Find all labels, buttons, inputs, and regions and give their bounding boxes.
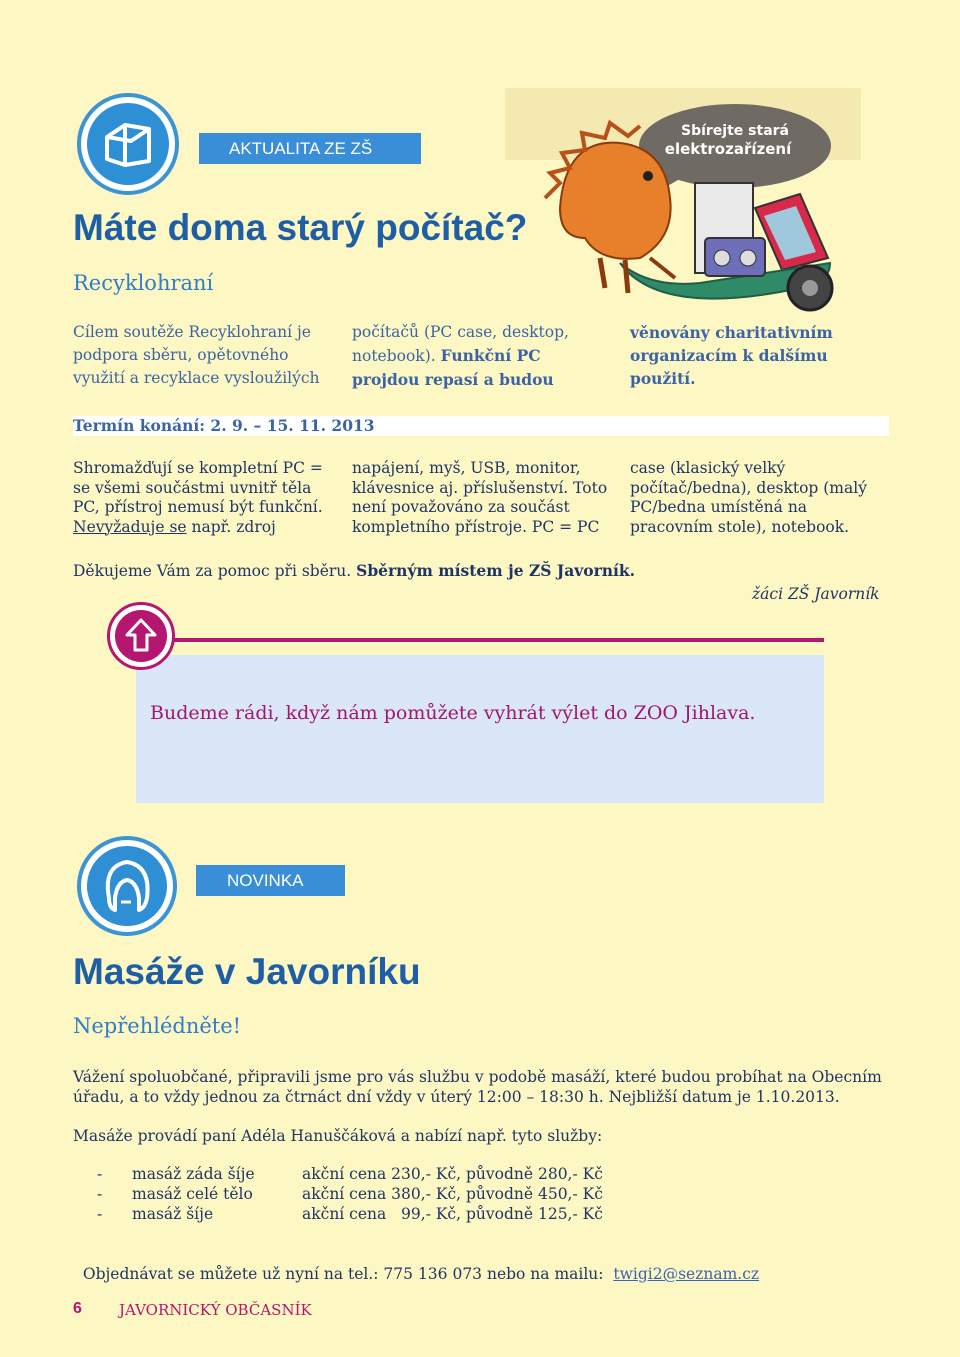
section1-col2: počítačů (PC case, desktop, notebook). Funkční PC projdou repasí a budou xyxy=(352,323,569,389)
email-link[interactable]: twigi2@seznam.cz xyxy=(613,1265,760,1283)
banner-text: Budeme rádi, když nám pomůžete vyhrát výlet do ZOO Jihlava. xyxy=(150,702,756,724)
list-item: - masáž celé tělo akční cena 380,- Kč, původně 450,- Kč xyxy=(97,1185,603,1203)
provider-line: Masáže provádí paní Adéla Hanuščáková a nabízí např. tyto služby: xyxy=(73,1127,603,1145)
section1-col1: Cílem soutěže Recyklohraní je podpora sběru, opětovného využití a recyklace vysloužilých xyxy=(73,323,320,387)
section1-col1b: Shromažďují se kompletní PC = se všemi součástmi uvnitř těla PC, přístroj nemusí být funkční. Nevyžaduje se např. zdroj xyxy=(73,459,323,536)
list-item: - masáž šíje akční cena 99,- Kč, původně 125,- Kč xyxy=(97,1205,603,1223)
section1-title: Máte doma starý počítač? xyxy=(73,207,528,248)
intro-paragraph: Vážení spoluobčané, připravili jsme pro vás službu v podobě masáží, které budou probíhat na Obecním úřadu, a to vždy jednou za čtrnáct dní vždy v úterý 12:00 – 18:30 h. Nejbližší datum je 1.10.2013. xyxy=(73,1068,882,1106)
section-label-novinka: NOVINKA xyxy=(196,865,345,896)
woman-icon xyxy=(77,836,177,936)
section2-title: Masáže v Javorníku xyxy=(73,951,421,992)
up-arrow-icon xyxy=(107,602,175,670)
zoo-banner xyxy=(136,655,824,803)
page-number: 6 xyxy=(73,1300,82,1317)
section1-col3: věnovány charitativním organizacím k dalšímu použití. xyxy=(630,323,833,388)
bubble-line2: elektrozařízení xyxy=(664,140,792,158)
thanks-line: Děkujeme Vám za pomoc při sběru. Sběrným místem je ZŠ Javorník. xyxy=(73,561,636,580)
bubble-line1: Sbírejte stará xyxy=(681,123,789,139)
date-line: Termín konání: 2. 9. – 15. 11. 2013 xyxy=(73,416,375,435)
signature: žáci ZŠ Javorník xyxy=(752,585,880,603)
recycling-illustration xyxy=(500,88,928,338)
section-label-aktualita: AKTUALITA ZE ZŠ xyxy=(199,133,421,164)
section1-col2b: napájení, myš, USB, monitor, klávesnice aj. příslušenství. Toto není považováno za součást kompletního přístroje. PC = PC xyxy=(352,459,608,536)
section2-subtitle: Nepřehlédněte! xyxy=(73,1014,242,1038)
magazine-name: JAVORNICKÝ OBČASNÍK xyxy=(119,1301,312,1319)
services-list xyxy=(97,1164,603,1224)
list-item: - masáž záda šíje akční cena 230,- Kč, původně 280,- Kč xyxy=(97,1165,603,1183)
magenta-divider xyxy=(140,638,824,642)
section1-subtitle: Recyklohraní xyxy=(73,271,214,295)
order-line: Objednávat se můžete už nyní na tel.: 775 136 073 nebo na mailu: twigi2@seznam.cz xyxy=(82,1265,760,1283)
house-icon xyxy=(77,93,179,195)
section1-col3b: case (klasický velký počítač/bedna), desktop (malý PC/bedna umístěná na pracovním stole), notebook. xyxy=(630,459,867,536)
